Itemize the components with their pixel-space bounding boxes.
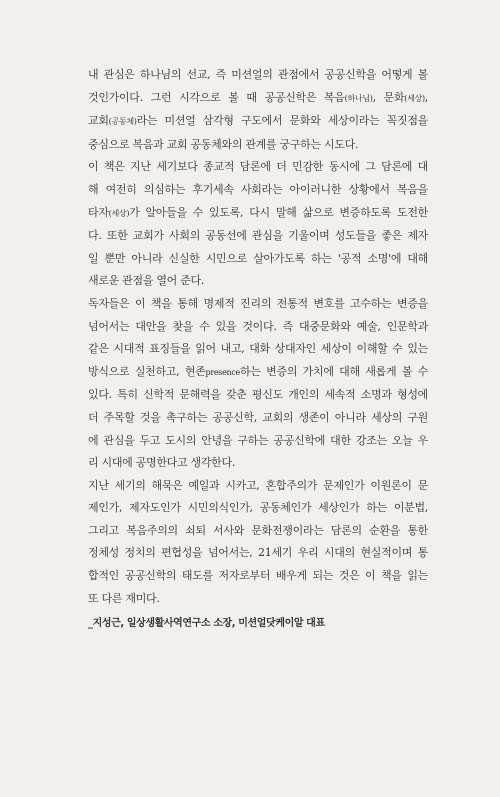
- text-line: 그리고 복음주의의 쇠퇴 서사와 문화전쟁이라는 담론의 순환을 통한: [88, 523, 428, 537]
- text-line: 중심으로 복음과 교회 공동체와의 관계를 궁구하는 시도다.: [88, 137, 359, 151]
- text-line: 지난 세기의 해묵은 예일과 시카고, 혼합주의가 문제인가 이원론이 문: [88, 478, 428, 492]
- text-line: 제인가, 제자도인가 시민의식인가, 공동체인가 세상인가 하는 이분법,: [88, 501, 428, 515]
- paragraph-1: [88, 64, 428, 156]
- text-line: 정체성 정치의 편협성을 넘어서는, 21세기 우리 시대의 현실적이며 통: [88, 546, 428, 560]
- text-line: 다. 또한 교회가 사회의 공동선에 관심을 기울이며 성도들을 좋은 제자: [88, 229, 428, 243]
- endorsement-signature: _지성근, 일상생활사역연구소 소장, 미션얼닷케이알 대표: [88, 618, 325, 630]
- text-line: 타자(세상)가 알아들을 수 있도록, 다시 말해 삶으로 변증하도록 도전한: [88, 205, 428, 219]
- text-line: 것인가이다. 그런 시각으로 볼 때 공공신학은 복음(하나님), 문화(세상),: [88, 90, 428, 104]
- text-line: 내 관심은 하나님의 선교, 즉 미션얼의 관점에서 공공신학을 어떻게 볼: [88, 68, 428, 81]
- text-line: 넘어서는 대안을 찾을 수 있을 것이다. 즉 대중문화와 예술, 인문학과: [88, 319, 428, 333]
- text-line: 있다. 특히 신학적 문해력을 갖춘 평신도 개인의 세속적 소명과 형성에: [88, 388, 428, 402]
- text-line: 독자들은 이 책을 통해 명제적 진리의 전통적 변호를 고수하는 변증을: [88, 296, 428, 310]
- text-line: 교회(공동체)라는 미션얼 삼각형 구도에서 문화와 세상이라는 꼭짓점을: [88, 114, 428, 128]
- text-line: 더 주목할 것을 촉구하는 공공신학, 교회의 생존이 아니라 세상의 구원: [88, 410, 428, 424]
- text-line: 이 책은 지난 세기보다 종교적 담론에 더 민감한 동시에 그 담론에 대: [88, 160, 428, 174]
- text-line: 에 관심을 두고 도시의 안녕을 구하는 공공신학에 대한 강조는 오늘 우: [88, 433, 428, 447]
- endorsement-body: [88, 64, 428, 610]
- text-line: 방식으로 실천하고, 현존presence하는 변증의 가치에 대해 새롭게 볼 수: [88, 364, 428, 378]
- paragraph-2: [88, 156, 428, 293]
- text-line: 일 뿐만 아니라 신실한 시민으로 살아가도록 하는 '공적 소명'에 대해: [88, 251, 428, 265]
- review-text-block: [88, 64, 428, 629]
- text-line: 새로운 관점을 열어 준다.: [88, 274, 205, 288]
- text-line: 합적인 공공신학의 태도를 저자로부터 배우게 되는 것은 이 책을 읽는: [88, 569, 428, 583]
- paragraph-3: [88, 293, 428, 475]
- text-line: 또 다른 재미다.: [88, 591, 160, 605]
- text-line: 같은 시대적 표징들을 읽어 내고, 대화 상대자인 세상이 이해할 수 있는: [88, 342, 428, 356]
- text-line: 리 시대에 공명한다고 생각한다.: [88, 456, 236, 470]
- text-line: 해 여전히 의심하는 후기세속 사회라는 아이러니한 상황에서 복음을: [88, 182, 428, 196]
- paragraph-4: [88, 475, 428, 611]
